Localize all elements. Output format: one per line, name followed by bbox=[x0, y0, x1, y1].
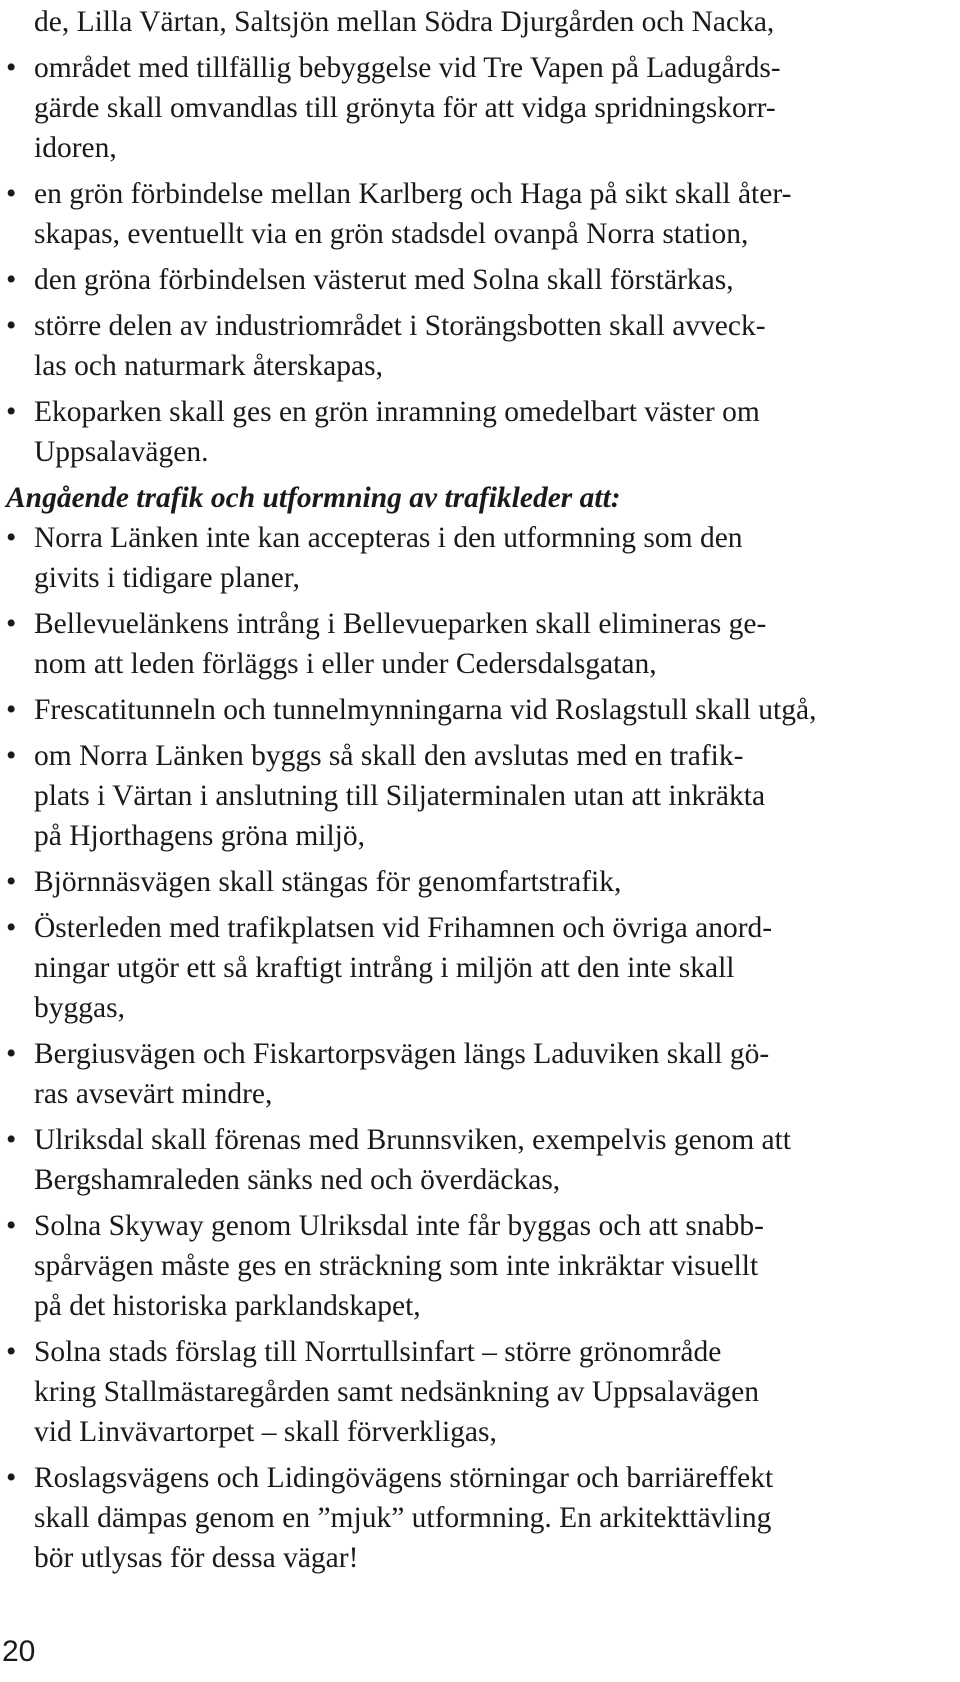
bullet-icon: • bbox=[6, 1336, 17, 1368]
list-item bbox=[6, 1332, 956, 1452]
list-item bbox=[6, 306, 956, 386]
list-item bbox=[6, 736, 956, 856]
list-item-line: Ulriksdal skall förenas med Brunnsviken, exempelvis genom att bbox=[34, 1124, 792, 1156]
list-item-line: Roslagsvägens och Lidingövägens störningar och barriäreffekt bbox=[34, 1462, 774, 1494]
list-item-line: Solna Skyway genom Ulriksdal inte får byggas och att snabb- bbox=[34, 1210, 764, 1242]
list-item-line: idoren, bbox=[34, 132, 117, 164]
list-item-line: Bellevuelänkens intrång i Bellevueparken skall elimineras ge- bbox=[34, 608, 767, 640]
list-item-line: skapas, eventuellt via en grön stadsdel ovanpå Norra station, bbox=[34, 218, 749, 250]
page-number: 20 bbox=[2, 1635, 36, 1668]
list-item-line: Björnnäsvägen skall stängas för genomfartstrafik, bbox=[34, 866, 622, 898]
list-item bbox=[6, 518, 956, 598]
list-item-line: Frescatitunneln och tunnelmynningarna vid Roslagstull skall utgå, bbox=[34, 694, 817, 726]
list-item-line: på Hjorthagens gröna miljö, bbox=[34, 820, 365, 852]
bullet-list-green-areas bbox=[6, 2, 956, 472]
list-item-line: Ekoparken skall ges en grön inramning omedelbart väster om bbox=[34, 396, 760, 428]
bullet-icon: • bbox=[6, 52, 17, 84]
list-item bbox=[6, 174, 956, 254]
list-item-line: plats i Värtan i anslutning till Siljaterminalen utan att inkräkta bbox=[34, 780, 766, 812]
page-body bbox=[6, 2, 956, 1584]
bullet-icon: • bbox=[6, 866, 17, 898]
list-item-line: större delen av industriområdet i Storängsbotten skall avveck- bbox=[34, 310, 766, 342]
list-item-line: ningar utgör ett så kraftigt intrång i miljön att den inte skall bbox=[34, 952, 735, 984]
list-item bbox=[6, 1206, 956, 1326]
list-item-line: området med tillfällig bebyggelse vid Tre Vapen på Ladugårds- bbox=[34, 52, 781, 84]
list-item-line: spårvägen måste ges en sträckning som inte inkräktar visuellt bbox=[34, 1250, 759, 1282]
list-item bbox=[6, 48, 956, 168]
list-item-line: på det historiska parklandskapet, bbox=[34, 1290, 421, 1322]
list-item-line: kring Stallmästaregården samt nedsänkning av Uppsalavägen bbox=[34, 1376, 759, 1408]
bullet-icon: • bbox=[6, 912, 17, 944]
section-heading-traffic: Angående trafik och utformning av trafikleder att: bbox=[6, 482, 621, 514]
bullet-icon: • bbox=[6, 1124, 17, 1156]
list-item-line: byggas, bbox=[34, 992, 125, 1024]
list-item bbox=[6, 862, 956, 902]
list-item-line: Österleden med trafikplatsen vid Frihamnen och övriga anord- bbox=[34, 912, 773, 944]
list-item bbox=[6, 2, 956, 42]
bullet-icon: • bbox=[6, 1210, 17, 1242]
list-item-line: om Norra Länken byggs så skall den avslutas med en trafik- bbox=[34, 740, 744, 772]
bullet-icon: • bbox=[6, 310, 17, 342]
list-item-line: nom att leden förläggs i eller under Cedersdalsgatan, bbox=[34, 648, 657, 680]
list-item-line: Bergshamraleden sänks ned och överdäckas, bbox=[34, 1164, 561, 1196]
list-item-line: den gröna förbindelsen västerut med Solna skall förstärkas, bbox=[34, 264, 734, 296]
bullet-list-traffic bbox=[6, 518, 956, 1578]
list-item bbox=[6, 604, 956, 684]
list-item bbox=[6, 690, 956, 730]
list-item-line: gärde skall omvandlas till grönyta för att vidga spridningskorr- bbox=[34, 92, 776, 124]
bullet-icon: • bbox=[6, 396, 17, 428]
list-item-line: givits i tidigare planer, bbox=[34, 562, 300, 594]
bullet-icon: • bbox=[6, 1462, 17, 1494]
list-item-line: de, Lilla Värtan, Saltsjön mellan Södra Djurgården och Nacka, bbox=[34, 6, 775, 38]
bullet-icon: • bbox=[6, 522, 17, 554]
list-item-line: skall dämpas genom en ”mjuk” utformning. En arkitekttävling bbox=[34, 1502, 772, 1534]
list-item-line: vid Linvävartorpet – skall förverkligas, bbox=[34, 1416, 497, 1448]
list-item bbox=[6, 1120, 956, 1200]
list-item-line: ras avsevärt mindre, bbox=[34, 1078, 273, 1110]
list-item bbox=[6, 392, 956, 472]
list-item-line: Norra Länken inte kan accepteras i den utformning som den bbox=[34, 522, 743, 554]
list-item-line: Solna stads förslag till Norrtullsinfart – större grönområde bbox=[34, 1336, 722, 1368]
list-item bbox=[6, 1458, 956, 1578]
bullet-icon: • bbox=[6, 694, 17, 726]
bullet-icon: • bbox=[6, 1038, 17, 1070]
list-item bbox=[6, 1034, 956, 1114]
list-item bbox=[6, 908, 956, 1028]
bullet-icon: • bbox=[6, 740, 17, 772]
list-item-line: Uppsalavägen. bbox=[34, 436, 209, 468]
list-item bbox=[6, 260, 956, 300]
bullet-icon: • bbox=[6, 264, 17, 296]
bullet-icon: • bbox=[6, 178, 17, 210]
list-item-line: Bergiusvägen och Fiskartorpsvägen längs Laduviken skall gö- bbox=[34, 1038, 770, 1070]
list-item-line: las och naturmark återskapas, bbox=[34, 350, 383, 382]
bullet-icon: • bbox=[6, 608, 17, 640]
list-item-line: bör utlysas för dessa vägar! bbox=[34, 1542, 359, 1574]
list-item-line: en grön förbindelse mellan Karlberg och Haga på sikt skall åter- bbox=[34, 178, 792, 210]
